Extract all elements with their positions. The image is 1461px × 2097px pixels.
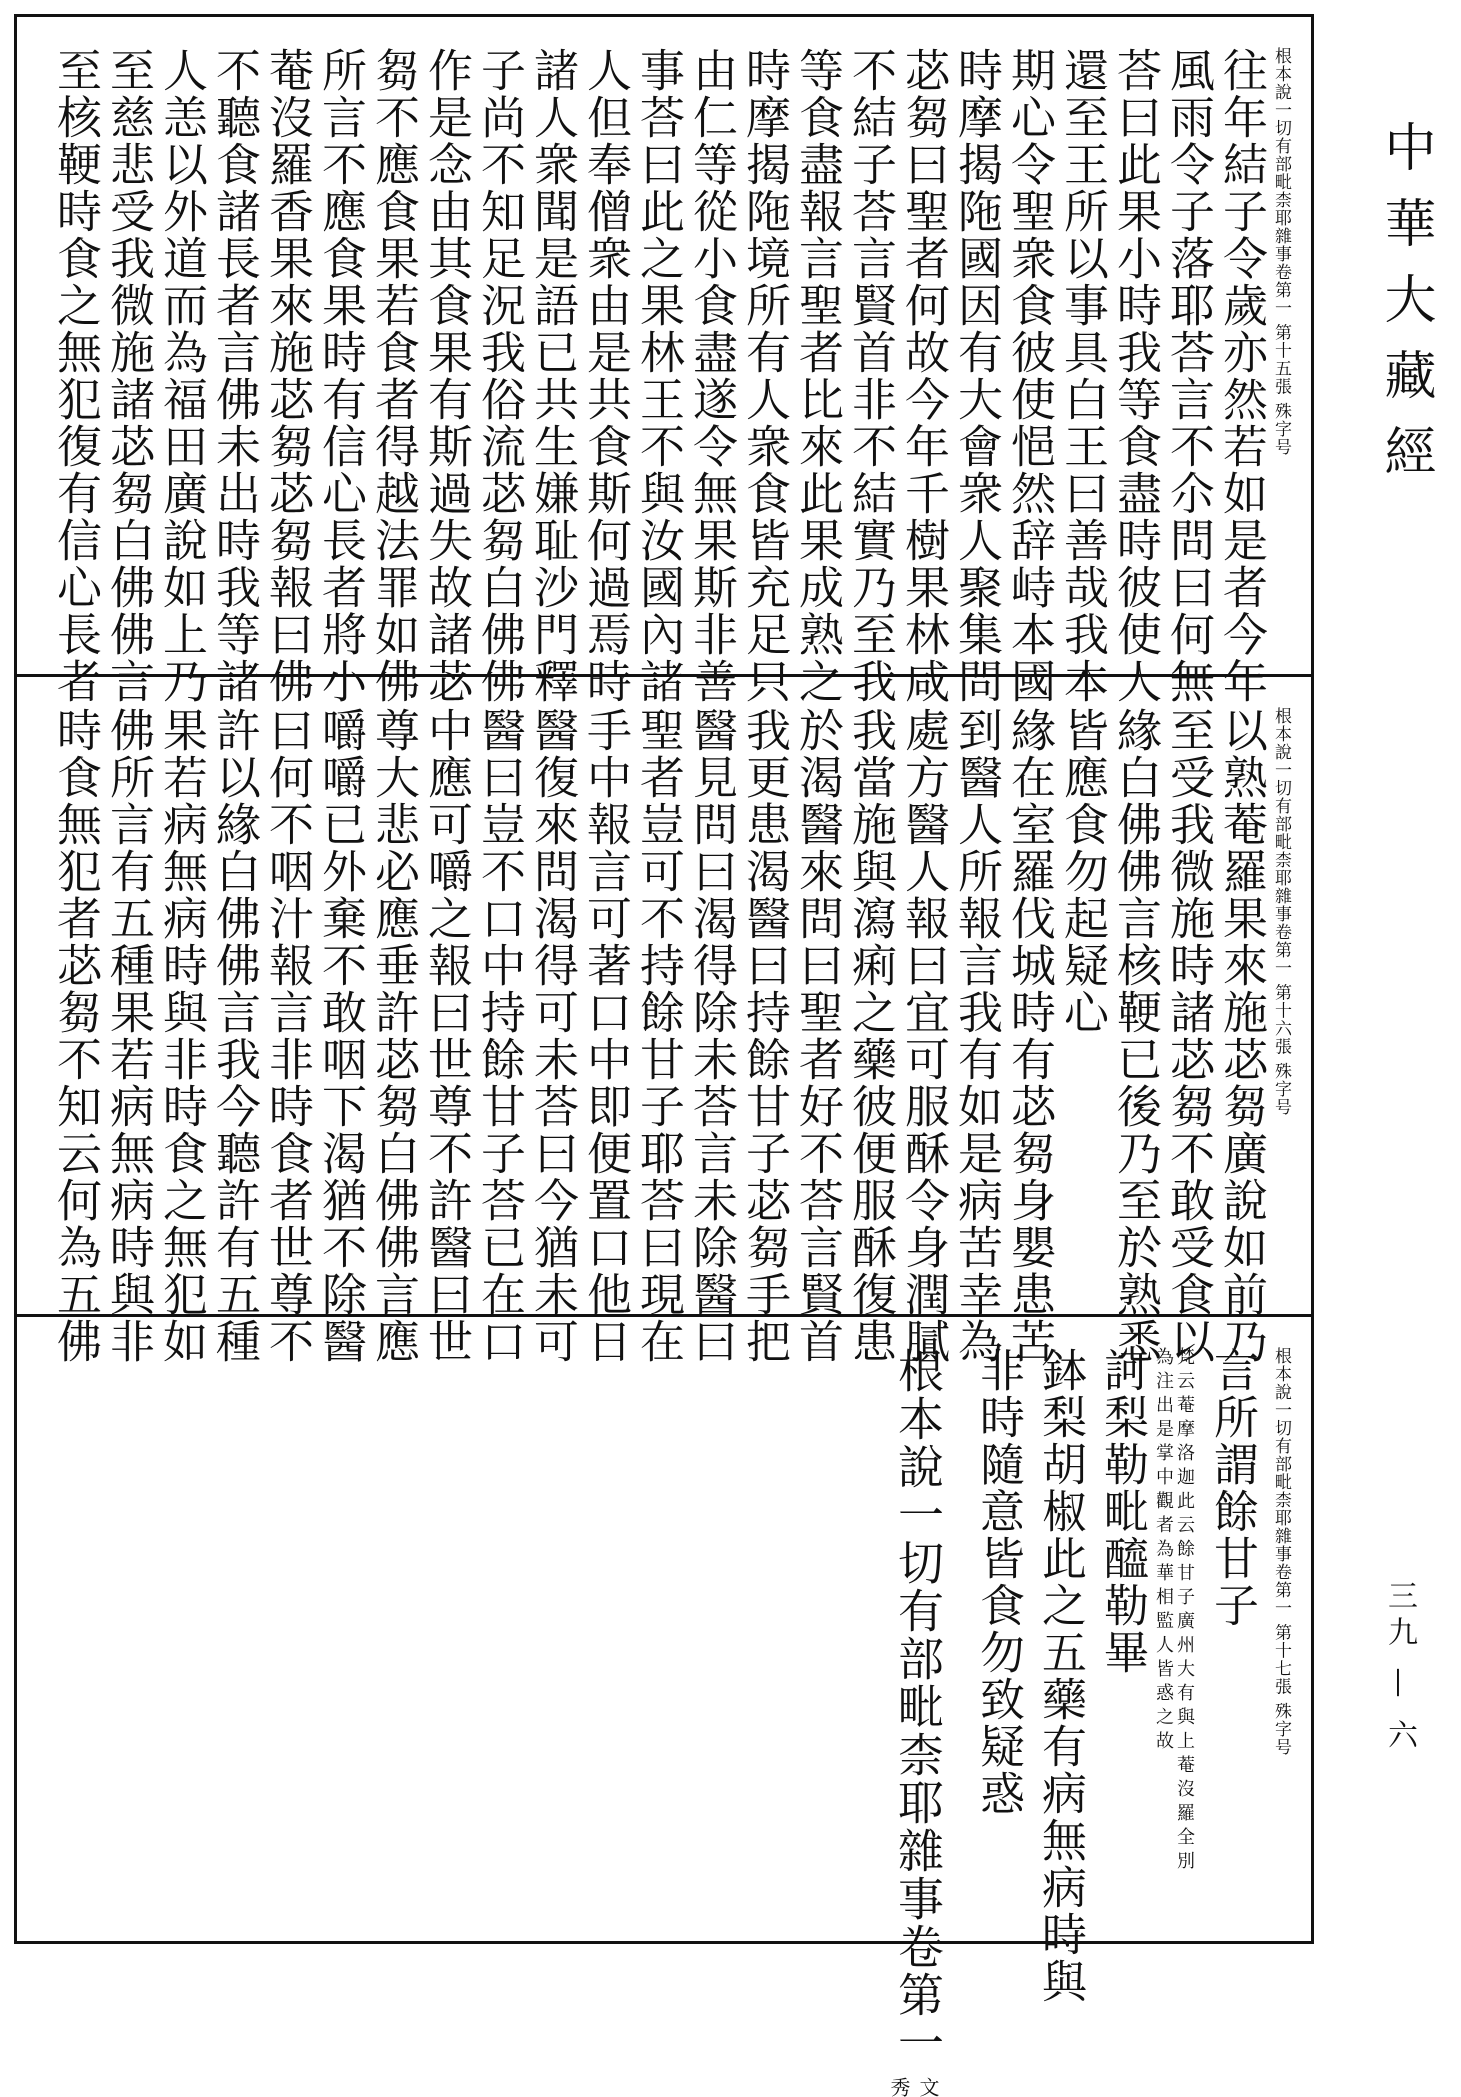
text-line: 諸人衆聞是語已共生嫌耻沙門釋 [526, 47, 579, 705]
text-line: 事荅曰此之果林王不與汝國內諸 [632, 47, 685, 705]
end-title: 根本說一切有部毗柰耶雜事卷第一 [891, 1347, 945, 2067]
panel-2-header: 根本說一切有部毗柰耶雜事卷第一 第十六張 殊字号 [1271, 707, 1291, 1116]
text-line: 訶梨勒毗醯勒畢 [1096, 1347, 1149, 1676]
text-line: 時摩揭陁境所有人衆食皆充足只 [738, 47, 791, 705]
text-line: 我更患渴醫曰持餘甘子苾芻手把 [738, 707, 791, 1365]
text-line: 往年結子令歲亦然若如是者今年 [1215, 47, 1268, 705]
text-line: 風雨令子落耶荅言不尒問曰何無 [1162, 47, 1215, 705]
text-line: 以熟菴羅果來施苾芻廣說如前乃 [1215, 707, 1268, 1365]
text-line: 子尚不知足況我俗流苾芻白佛佛 [473, 47, 526, 705]
panel-3 [17, 1317, 1311, 2097]
text-line: 等食盡報言聖者比來此果成熟之 [791, 47, 844, 705]
collection-title: 中華大藏經 [1375, 120, 1435, 500]
text-line: 中應可嚼之報曰世尊不許醫曰世 [420, 707, 473, 1365]
panel-1-columns [49, 47, 1291, 705]
panel-1 [17, 17, 1311, 705]
text-line: 芻不應食果若食者得越法罪如佛 [367, 47, 420, 705]
text-line: 人恙以外道而為福田廣說如上乃 [155, 47, 208, 705]
text-line: 處方醫人報曰宜可服酥令身潤膩 [897, 707, 950, 1365]
text-line: 至慈悲受我微施諸苾芻白佛佛言 [102, 47, 155, 705]
fascicle-end-title [887, 1347, 945, 2097]
text-line: 不聽食諸長者言佛未出時我等諸 [208, 47, 261, 705]
text-line: 言所謂餘甘子 [1206, 1347, 1259, 1629]
text-line: 期心令聖衆食彼使悒然辞峙本國 [1003, 47, 1056, 705]
text-line: 時摩揭陁國因有大會衆人聚集問 [950, 47, 1003, 705]
text-line: 尊大悲必應垂許苾芻白佛佛言應 [367, 707, 420, 1365]
text-line: 所言不應食果時有信心長者將小 [314, 47, 367, 705]
text-line: 我當施與瀉痢之藥彼便服酥復患 [844, 707, 897, 1365]
text-line: 手中報言可著口中即便置口他日 [579, 707, 632, 1365]
text-line: 醫曰豈不口中持餘甘子荅已在口 [473, 707, 526, 1365]
text-line: 不結子荅言賢首非不結實乃至我 [844, 47, 897, 705]
panel-2-columns [49, 707, 1291, 1365]
text-line: 醫復來問渴得可未荅曰今猶未可 [526, 707, 579, 1365]
text-line: 由仁等從小食盡遂令無果斯非善 [685, 47, 738, 705]
text-line: 醫見問曰渴得除未荅言未除醫曰 [685, 707, 738, 1365]
text-line: 緣在室羅伐城時有苾芻身嬰患苦 [1003, 707, 1056, 1365]
text-line: 苾芻曰聖者何故今年千樹果林咸 [897, 47, 950, 705]
text-line: 菴沒羅香果來施苾芻苾芻報曰佛 [261, 47, 314, 705]
text-line: 非時隨意皆食勿致疑惑 [972, 1347, 1025, 1817]
text-line: 作是念由其食果有斯過失故諸苾 [420, 47, 473, 705]
panel-2 [17, 677, 1311, 1365]
text-line: 於渴醫來問曰聖者好不荅言賢首 [791, 707, 844, 1365]
panel-1-header: 根本說一切有部毗柰耶雜事卷第一 第十五張 殊字号 [1271, 47, 1291, 456]
note-line-right: 梵云菴摩洛迦此云餘甘子廣州大有與上菴沒羅全別 [1174, 1347, 1195, 1875]
text-line: 聖者豈可不持餘甘子耶荅曰現在 [632, 707, 685, 1365]
text-line: 曰何不咽汁報言非時食者世尊不 [261, 707, 314, 1365]
text-line: 果若病無病時與非時食之無犯如 [155, 707, 208, 1365]
text-line: 至核鞕時食之無犯復有信心長者 [49, 47, 102, 705]
text-line: 皆應食勿起疑心 [1056, 707, 1109, 1036]
text-line: 時食無犯者苾芻不知云何為五佛 [49, 707, 102, 1365]
engraver-signature: 文秀 [887, 2077, 940, 2097]
panel-3-header: 根本說一切有部毗柰耶雜事卷第一 第十七張 殊字号 [1271, 1347, 1291, 1756]
text-line: 還至王所以事具白王曰善哉我本 [1056, 47, 1109, 705]
page-frame [14, 14, 1314, 2097]
text-line: 許以緣白佛佛言我今聽許有五種 [208, 707, 261, 1365]
note-line-left: 為注出是掌中觀者為華相監人皆惑之故 [1153, 1347, 1174, 1755]
text-line: 嚼嚼已外棄不敢咽下渴猶不除醫 [314, 707, 367, 1365]
text-line: 緣白佛佛言核鞕已後乃至於熟悉 [1109, 707, 1162, 1365]
panel-3-columns [729, 1347, 1291, 2097]
text-line: 人但奉僧衆由是共食斯何過焉時 [579, 47, 632, 705]
text-line: 佛所言有五種果若病無病時與非 [102, 707, 155, 1365]
text-line: 至受我微施時諸苾芻不敢受食以 [1162, 707, 1215, 1365]
interlinear-note [1153, 1347, 1193, 1921]
page-number: 三九 — 六 [1382, 1580, 1417, 1756]
text-line: 荅曰此果小時我等食盡時彼使人 [1109, 47, 1162, 705]
text-line: 到醫人所報言我有如是病苦幸為 [950, 707, 1003, 1365]
text-line: 鉢梨胡椒此之五藥有病無病時與 [1034, 1347, 1087, 2005]
